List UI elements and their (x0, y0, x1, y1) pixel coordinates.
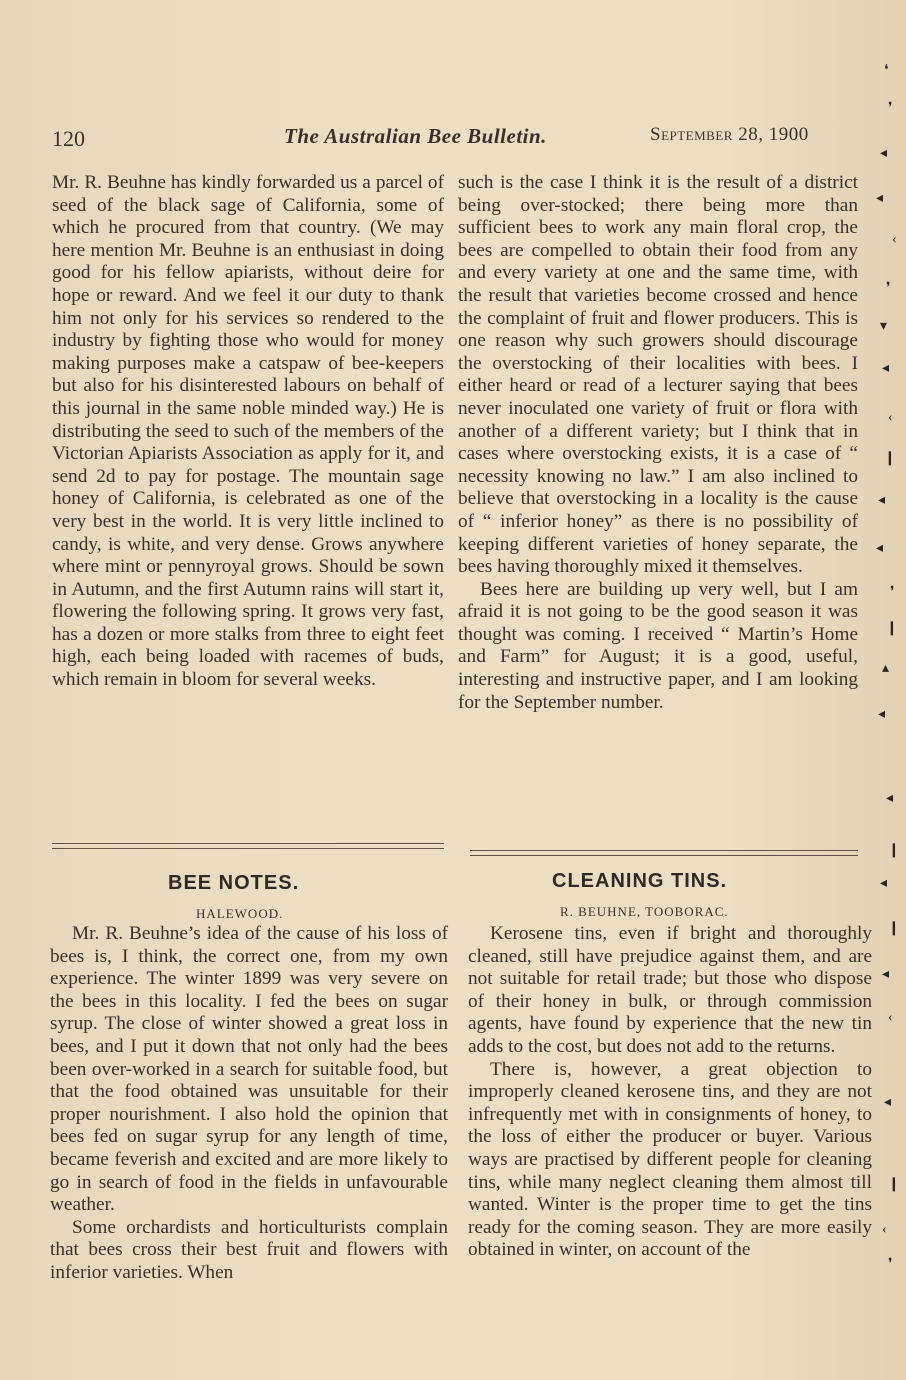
edge-mark: ❙ (884, 451, 896, 466)
edge-mark: ◂ (880, 146, 888, 161)
edge-mark: ◂ (876, 541, 884, 556)
bee-notes-byline: HALEWOOD. (196, 906, 284, 921)
edge-mark: ◂ (878, 707, 886, 722)
edge-mark: ‹ (888, 410, 893, 425)
page-header (52, 122, 852, 156)
edge-mark: ◂ (886, 791, 894, 806)
issue-date: September 28, 1900 (650, 124, 809, 145)
edge-mark: ❜ (890, 585, 895, 600)
edge-mark: ❙ (888, 843, 900, 858)
edge-mark: ❜ (888, 101, 893, 116)
intro-left-column (52, 172, 444, 692)
intro-right-column (458, 172, 858, 714)
intro-right-paragraph-1: such is the case I think it is the result of a district being over-stocked; there being more than sufficient bees to work any main floral crop, the bees are compelled to obtain their food from any and every variety at one and the same time, with the result that varieties become crossed and hence the complaint of fruit and flower producers. This is one reason why such growers should discourage the overstocking of their localities with bees. I either heard or read of a lecturer saying that bees never inoculated one variety of fruit or flora with another of a different variety; but I think that in cases where overstocking exists, it is a case of “ necessity knowing no law.” I am also inclined to believe that overstocking in a locality is the cause of “ inferior honey” as there is no possibility of keeping different varieties of honey separate, the bees having thoroughly mixed it themselves. (458, 172, 858, 578)
edge-mark: ❜ (886, 281, 891, 296)
edge-mark: ❛ (884, 63, 889, 78)
edge-mark: ❙ (888, 1177, 900, 1192)
edge-mark: ◂ (884, 1095, 892, 1110)
edge-mark: ◂ (882, 967, 890, 982)
cleaning-tins-paragraph-1: Kerosene tins, even if bright and thoroughly cleaned, still have prejudice against them, and are not suitable for retail trade; but those who dispose of their honey in bulk, or through commission agents, have found by experience that the new tin adds to the cost, but does not add to the returns. (468, 923, 872, 1057)
intro-paragraph: Mr. R. Beuhne has kindly forwarded us a parcel of seed of the black sage of California, some of which he procured from that country. (We may here mention Mr. Beuhne is an enthusiast in doing good for his fellow apiarists, without deire for hope or reward. And we feel it our duty to thank him not only for his services so rendered to the industry by fighting those who would for money making purposes make a catspaw of bee-keepers but also for his disinterested labours on behalf of this journal in the same noble minded way.) He is distributing the seed to such of the members of the Victorian Apiarists Association as apply for it, and send 2d to pay for postage. The mountain sage honey of California, is celebrated as one of the very best in the world. It is very little inclined to candy, is white, and very dense. Grows anywhere where mint or pennyroyal grows. Should be sown in Autumn, and the first Autumn rains will start it, flowering the following spring. It grows very fast, has a dozen or more stalks from three to eight feet high, each being loaded with racemes of buds, which remain in bloom for several weeks. (52, 172, 444, 691)
journal-title: The Australian Bee Bulletin. (284, 124, 547, 148)
bee-notes-paragraph-1: Mr. R. Beuhne’s idea of the cause of his loss of bees is, I think, the correct one, from my own experience. The winter 1899 was very severe on the bees in this locality. I fed the bees on sugar syrup. The close of winter showed a great loss in bees, and I put it down that not only had the bees been over-worked in a search for suitable food, but that the food obtained was unsuitable for their proper nourishment. I also hold the opinion that bees fed on sugar syrup for any length of time, became feverish and excited and are more likely to go in search of food in the fields in unfavourable weather. (50, 923, 448, 1216)
edge-mark: ◂ (878, 493, 886, 508)
bee-notes-heading: BEE NOTES. (168, 872, 300, 894)
cleaning-tins-byline: R. BEUHNE, TOOBORAC. (560, 904, 729, 919)
intro-right-paragraph-2: Bees here are building up very well, but I am afraid it is not going to be the good season it was thought was coming. I received “ Martin’s Home and Farm” for August; it is a good, useful, interesting and instructive paper, and I am looking for the September number. (458, 578, 858, 713)
bee-notes-paragraph-2: Some orchardists and horticulturists complain that bees cross their best fruit and flowers with inferior varieties. When (50, 1216, 448, 1283)
bee-notes-column (50, 923, 448, 1285)
edge-mark: ◂ (876, 191, 884, 206)
edge-mark: ▴ (882, 661, 890, 676)
edge-mark: ◂ (882, 361, 890, 376)
page-edge-damage (866, 0, 906, 1380)
edge-mark: ❜ (888, 1257, 893, 1272)
cleaning-tins-paragraph-2: There is, however, a great objection to improperly cleaned kerosene tins, and they are not infrequently met with in consignments of honey, to the loss of either the producer or buyer. Various ways are practised by different people for cleaning tins, while many neglect cleaning them almost till wanted. Winter is the proper time to get the tins ready for the coming season. They are more easily obtained in winter, on account of the (468, 1058, 872, 1261)
cleaning-tins-column (468, 923, 872, 1262)
edge-mark: ❙ (888, 921, 900, 936)
section-divider-right (470, 850, 858, 856)
edge-mark: ‹ (888, 1010, 893, 1025)
edge-mark: ▾ (880, 319, 888, 334)
edge-mark: ‹ (892, 232, 897, 247)
edge-mark: ‹ (882, 1222, 887, 1237)
section-divider-left (52, 843, 444, 849)
edge-mark: ◂ (880, 876, 888, 891)
cleaning-tins-heading: CLEANING TINS. (552, 870, 728, 892)
page-number: 120 (52, 126, 85, 151)
edge-mark: ❙ (886, 621, 898, 636)
